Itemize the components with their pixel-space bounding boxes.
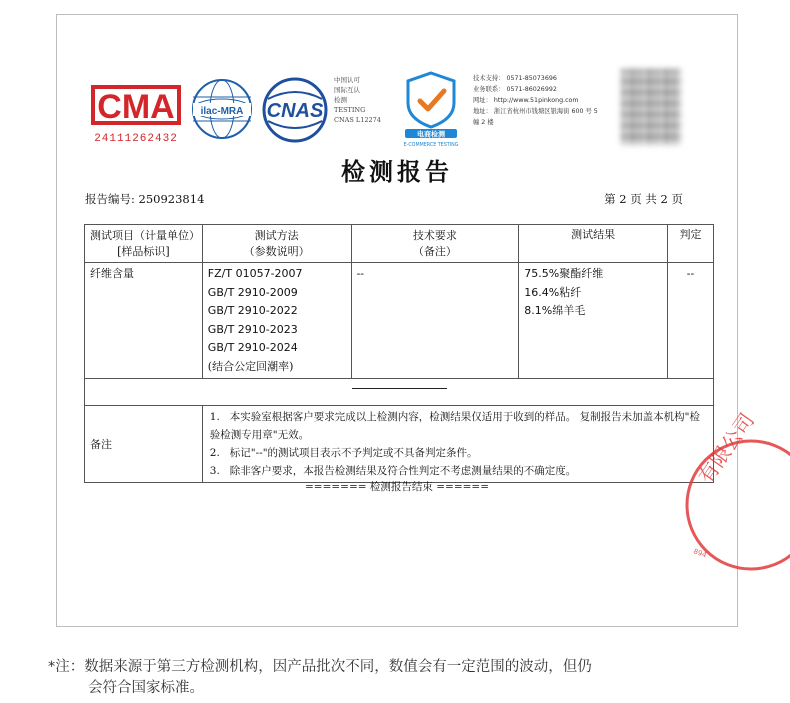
- stamp-text: 有限公司: [693, 408, 759, 488]
- note-item: 3. 除非客户要求，本报告检测结果及符合性判定不考虑测量结果的不确定度。: [209, 465, 577, 477]
- website: 网址： http://www.51pinkong.com: [473, 97, 579, 104]
- footnote-line-2: 会符合国家标准。: [88, 680, 204, 696]
- cell-method: FZ/T 01057-2007 GB/T 2910-2009 GB/T 2910-2022 GB/T 2910-2023 GB/T 2910-2024 (结合公定回潮率): [202, 263, 351, 379]
- divider-line: [352, 388, 447, 389]
- cnas-label: CNAS: [266, 100, 324, 122]
- header-item: 测试项目（计量单位） [样品标识]: [85, 225, 203, 263]
- header-method: 测试方法 （参数说明）: [202, 225, 351, 263]
- stamp-code: 894: [692, 547, 708, 560]
- cma-logo: [91, 81, 183, 147]
- cell-item: 纤维含量: [85, 263, 203, 379]
- note-item: 2. 标记"--"的测试项目表示不予判定或不具备判定条件。: [209, 447, 478, 459]
- ilac-mra-logo: [190, 77, 254, 141]
- cnas-text: 中国认可 国际互认 检测 TESTING CNAS L12274: [334, 76, 381, 124]
- report-end-marker: ======= 检测报告结束 ======: [304, 481, 490, 493]
- divider-row: [85, 379, 714, 406]
- footnote-line-1: *注：数据来源于第三方检测机构，因产品批次不同，数值会有一定范围的波动，但仍: [48, 659, 592, 675]
- tech-support: 技术支持： 0571-85073696: [473, 75, 557, 82]
- footnote: [48, 657, 768, 699]
- cma-letters: CMA: [97, 88, 175, 126]
- notes-row: [85, 406, 714, 483]
- contact-info: [473, 73, 633, 128]
- cnas-logo: [258, 77, 332, 143]
- qr-code-blurred: [621, 69, 681, 145]
- table-header-row: [85, 225, 714, 263]
- notes-label: 备注: [85, 406, 203, 483]
- company-stamp: [669, 408, 759, 575]
- table-row: [85, 263, 714, 379]
- notes-cell: [202, 406, 713, 483]
- page-number: 第 2 页 共 2 页: [604, 192, 683, 206]
- test-results-table: [84, 224, 714, 483]
- report-title: 检测报告: [341, 157, 453, 186]
- header-result: 测试结果: [519, 225, 668, 263]
- ecommerce-en: E-COMMERCE TESTING: [403, 143, 459, 148]
- address-line-2: 幢 2 楼: [473, 119, 494, 126]
- cell-judgement: --: [668, 263, 714, 379]
- cell-result: 75.5%聚酯纤维 16.4%粘纤 8.1%绵羊毛: [519, 263, 668, 379]
- header-requirement: 技术要求 （备注）: [351, 225, 519, 263]
- business-contact: 业务联系： 0571-86026992: [473, 86, 557, 93]
- ecommerce-cn: 电商检测: [417, 130, 445, 139]
- report-sheet: [56, 14, 759, 627]
- cma-number: 24111262432: [94, 133, 178, 145]
- header-judgement: 判定: [668, 225, 714, 263]
- cell-requirement: --: [351, 263, 519, 379]
- note-item: 1. 本实验室根据客户要求完成以上检测内容，检测结果仅适用于收到的样品。 复制报告未加盖本机构"检验检测专用章"无效。: [209, 411, 700, 441]
- address-line-1: 地址： 浙江省杭州市钱塘区银海街 600 号 5: [473, 108, 598, 115]
- ilac-label: ilac-MRA: [200, 106, 244, 117]
- ecommerce-testing-logo: [392, 69, 470, 149]
- report-number: 报告编号: 250923814: [85, 192, 205, 206]
